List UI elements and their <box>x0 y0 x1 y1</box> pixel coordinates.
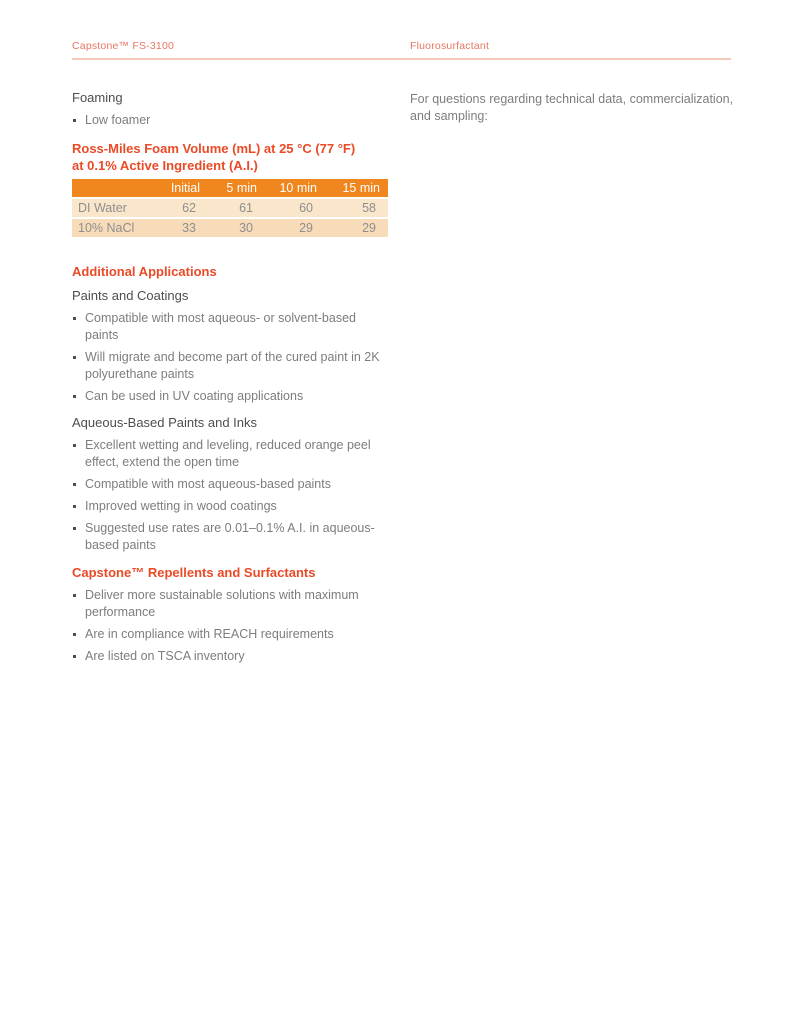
paints-coatings-list <box>72 310 381 405</box>
page-header <box>72 40 732 54</box>
bullet-square-icon <box>73 633 76 636</box>
bullet-square-icon <box>73 527 76 530</box>
table-header-row <box>72 179 388 197</box>
list-item: Can be used in UV coating applications <box>72 388 381 405</box>
capstone-repellents-list <box>72 587 381 665</box>
table-cell: 29 <box>299 221 313 235</box>
table-cell: 60 <box>299 201 313 215</box>
foaming-list <box>72 112 381 129</box>
bullet-square-icon <box>73 317 76 320</box>
bullet-square-icon <box>73 594 76 597</box>
bullet-square-icon <box>73 119 76 122</box>
header-brand: Capstone™ FS-3100 <box>72 40 175 52</box>
bullet-square-icon <box>73 444 76 447</box>
list-item: Are listed on TSCA inventory <box>72 648 381 665</box>
list-item: Will migrate and become part of the cured paint in 2K polyurethane paints <box>72 349 381 383</box>
row-label: 10% NaCl <box>78 221 135 235</box>
paints-coatings-heading: Paints and Coatings <box>72 288 189 303</box>
foam-table-title-line2: at 0.1% Active Ingredient (A.I.) <box>72 158 258 173</box>
right-column <box>410 91 744 125</box>
table-cell: 62 <box>182 201 196 215</box>
foam-table-title-line1: Ross-Miles Foam Volume (mL) at 25 °C (77 °F) <box>72 141 356 156</box>
bullet-square-icon <box>73 395 76 398</box>
table-row <box>72 219 388 237</box>
bullet-square-icon <box>73 483 76 486</box>
left-column <box>72 90 392 665</box>
foaming-heading: Foaming <box>72 90 123 105</box>
foam-volume-table <box>72 179 388 237</box>
list-item: Low foamer <box>72 112 381 129</box>
bullet-square-icon <box>73 655 76 658</box>
list-item: Compatible with most aqueous-based paints <box>72 476 381 493</box>
list-item: Suggested use rates are 0.01–0.1% A.I. in aqueous-based paints <box>72 520 381 554</box>
additional-applications-heading: Additional Applications <box>72 264 217 279</box>
list-item: Are in compliance with REACH requirements <box>72 626 381 643</box>
bullet-square-icon <box>73 356 76 359</box>
aqueous-paints-list <box>72 437 381 554</box>
row-label: DI Water <box>78 201 127 215</box>
table-col-header: 15 min <box>342 181 380 195</box>
table-row <box>72 199 388 217</box>
table-col-header: 5 min <box>226 181 257 195</box>
header-rule <box>72 58 731 60</box>
table-col-header: 10 min <box>279 181 317 195</box>
table-cell: 30 <box>239 221 253 235</box>
contact-intro: For questions regarding technical data, commercialization, and sampling: <box>410 92 734 123</box>
foam-table-title <box>72 140 392 174</box>
bullet-square-icon <box>73 505 76 508</box>
header-doc-type: Fluorosurfactant <box>410 40 490 52</box>
list-item: Compatible with most aqueous- or solvent-based paints <box>72 310 381 344</box>
list-item: Improved wetting in wood coatings <box>72 498 381 515</box>
table-cell: 29 <box>362 221 376 235</box>
aqueous-paints-heading: Aqueous-Based Paints and Inks <box>72 415 258 430</box>
list-item: Excellent wetting and leveling, reduced orange peel effect, extend the open time <box>72 437 381 471</box>
table-cell: 58 <box>362 201 376 215</box>
list-item: Deliver more sustainable solutions with maximum performance <box>72 587 381 621</box>
table-col-header: Initial <box>170 181 200 195</box>
table-cell: 61 <box>239 201 253 215</box>
capstone-repellents-heading: Capstone™ Repellents and Surfactants <box>72 565 316 580</box>
table-cell: 33 <box>182 221 196 235</box>
